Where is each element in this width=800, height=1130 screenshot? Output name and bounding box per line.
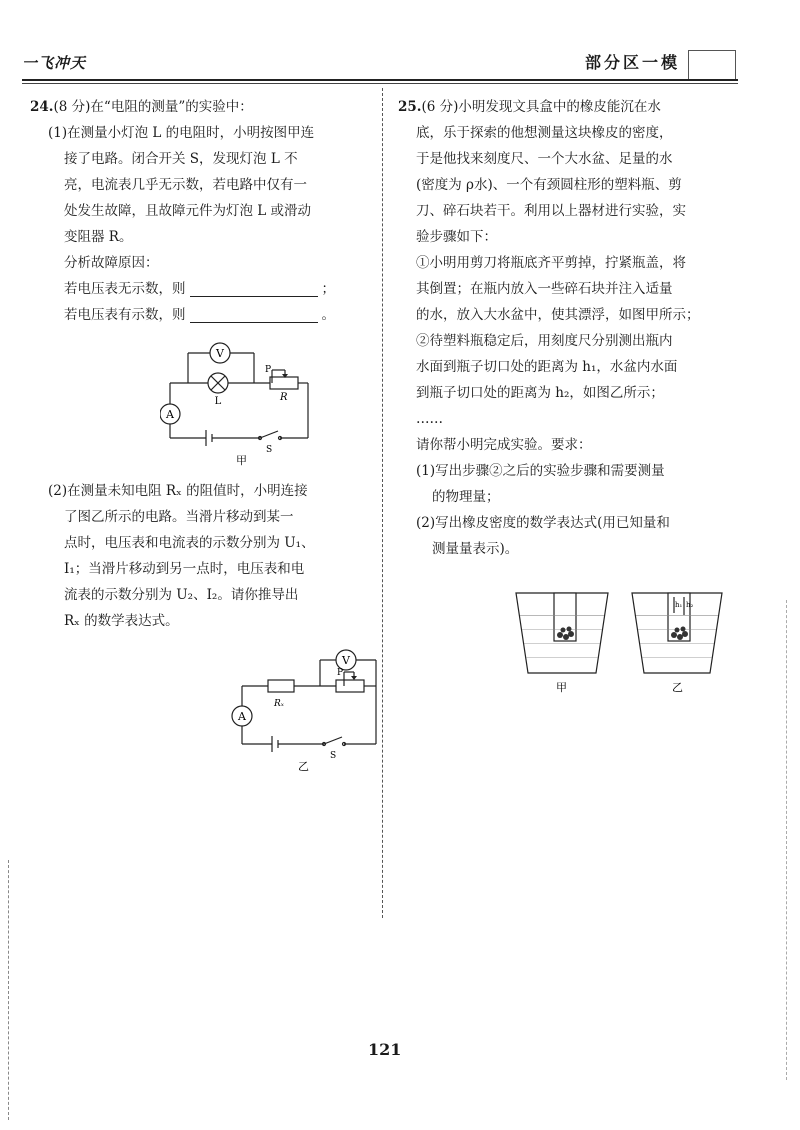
question-24-top [30,94,375,328]
q25-step-line: ①小明用剪刀将瓶底齐平剪掉，拧紧瓶盖，将 [416,255,686,271]
answer-blank-2[interactable] [190,306,318,323]
q24-part2-line: 点时，电压表和电流表的示数分别为 U₁、 [64,535,315,551]
q25-intro-line: 于是他找来刻度尺、一个大水盆、足量的水 [416,151,673,167]
question-24-title: 24.(8 分)在“电阻的测量”的实验中： [30,99,253,115]
q25-intro-line: 刀、碎石块若干。利用以上器材进行实验，实 [416,203,686,219]
q25-intro-line: (密度为 ρ水)、一个有颈圆柱形的塑料瓶、剪 [416,177,682,193]
q25-req-line: 的物理量； [432,489,500,505]
circuit-diagram-jia [160,338,320,468]
q24-analysis: 分析故障原因： [64,255,159,271]
column-divider [382,88,383,918]
margin-line-right [786,600,787,1080]
brand-logo: 一飞冲天 [22,54,87,72]
q24-part2-line: I₁；当滑片移动到另一点时，电压表和电 [64,561,305,577]
basin-figure [512,585,732,700]
q25-step-line: 水面到瓶子切口处的距离为 h₁，水盆内水面 [416,359,678,375]
voltmeter-label: V [342,654,350,667]
ammeter-label: A [238,710,246,723]
q24-part2-line: 了图乙所示的电路。当滑片移动到某一 [64,509,294,525]
slider-label: P [337,668,344,678]
margin-line-left [8,860,9,1120]
h1-label: h₁ [675,601,683,609]
q25-intro-line: 底，乐于探索的他想测量这块橡皮的密度， [416,125,673,141]
lamp-label: L [214,396,222,407]
figure-caption-left: 甲 [556,681,567,694]
q25-step-line: 其倒置；在瓶内放入一些碎石块并注入适量 [416,281,673,297]
q24-part1-line: (1)在测量小灯泡 L 的电阻时，小明按图甲连 [48,125,315,141]
figure-caption-right: 乙 [672,681,683,694]
question-25 [398,94,743,562]
header-rule [22,79,738,81]
header-badge [688,50,736,80]
answer-blank-1[interactable] [190,280,318,297]
ammeter-label: A [166,408,174,421]
q24-case1: 若电压表无示数，则 ； [64,281,335,297]
circuit-jia-svg [160,338,320,468]
q24-part1-line: 变阻器 R。 [64,229,133,245]
question-24-part2 [30,478,375,634]
switch-label: S [266,445,273,455]
question-25-number: 25. [398,99,422,115]
q25-step-line: …… [416,411,443,427]
slider-label: P [265,365,272,375]
q24-part2-line: 流表的示数分别为 U₂、I₂。请你推导出 [64,587,299,603]
q24-part2-line: Rₓ 的数学表达式。 [64,613,179,629]
basin-figure-svg [512,585,732,700]
q25-req-line: 测量量表示)。 [432,541,519,557]
q24-part1-line: 接了电路。闭合开关 S，发现灯泡 L 不 [64,151,298,167]
figure-caption-jia: 甲 [236,454,247,467]
figure-caption-yi: 乙 [298,760,309,772]
q24-part2-line: (2)在测量未知电阻 Rₓ 的阻值时，小明连接 [48,483,308,499]
rheostat-label: R [280,392,288,403]
switch-label: S [330,751,337,761]
q25-intro-line: 25.(6 分)小明发现文具盒中的橡皮能沉在水 [398,99,661,115]
q25-step-line: ②待塑料瓶稳定后，用刻度尺分别测出瓶内 [416,333,673,349]
q25-req-line: (2)写出橡皮密度的数学表达式(用已知量和 [416,515,670,531]
question-24-number: 24. [30,99,54,115]
circuit-diagram-yi [228,642,388,772]
q25-request: 请你帮小明完成实验。要求： [416,437,592,453]
page-header-title: 部分区一模 [585,53,681,72]
voltmeter-label: V [216,347,224,360]
circuit-yi-svg [228,642,388,772]
q24-part1-line: 亮，电流表几乎无示数，若电路中仅有一 [64,177,307,193]
h2-label: h₂ [686,601,694,609]
q25-step-line: 到瓶子切口处的距离为 h₂，如图乙所示； [416,385,664,401]
q24-part1-line: 处发生故障，且故障元件为灯泡 L 或滑动 [64,203,312,219]
header-rule-thin [22,83,738,84]
q25-req-line: (1)写出步骤②之后的实验步骤和需要测量 [416,463,665,479]
q24-case2: 若电压表有示数，则 。 [64,307,335,323]
page-number: 121 [368,1040,402,1059]
q25-step-line: 的水，放入大水盆中，使其漂浮，如图甲所示； [416,307,700,323]
resistor-label: Rₓ [274,699,284,709]
q25-intro-line: 验步骤如下： [416,229,497,245]
